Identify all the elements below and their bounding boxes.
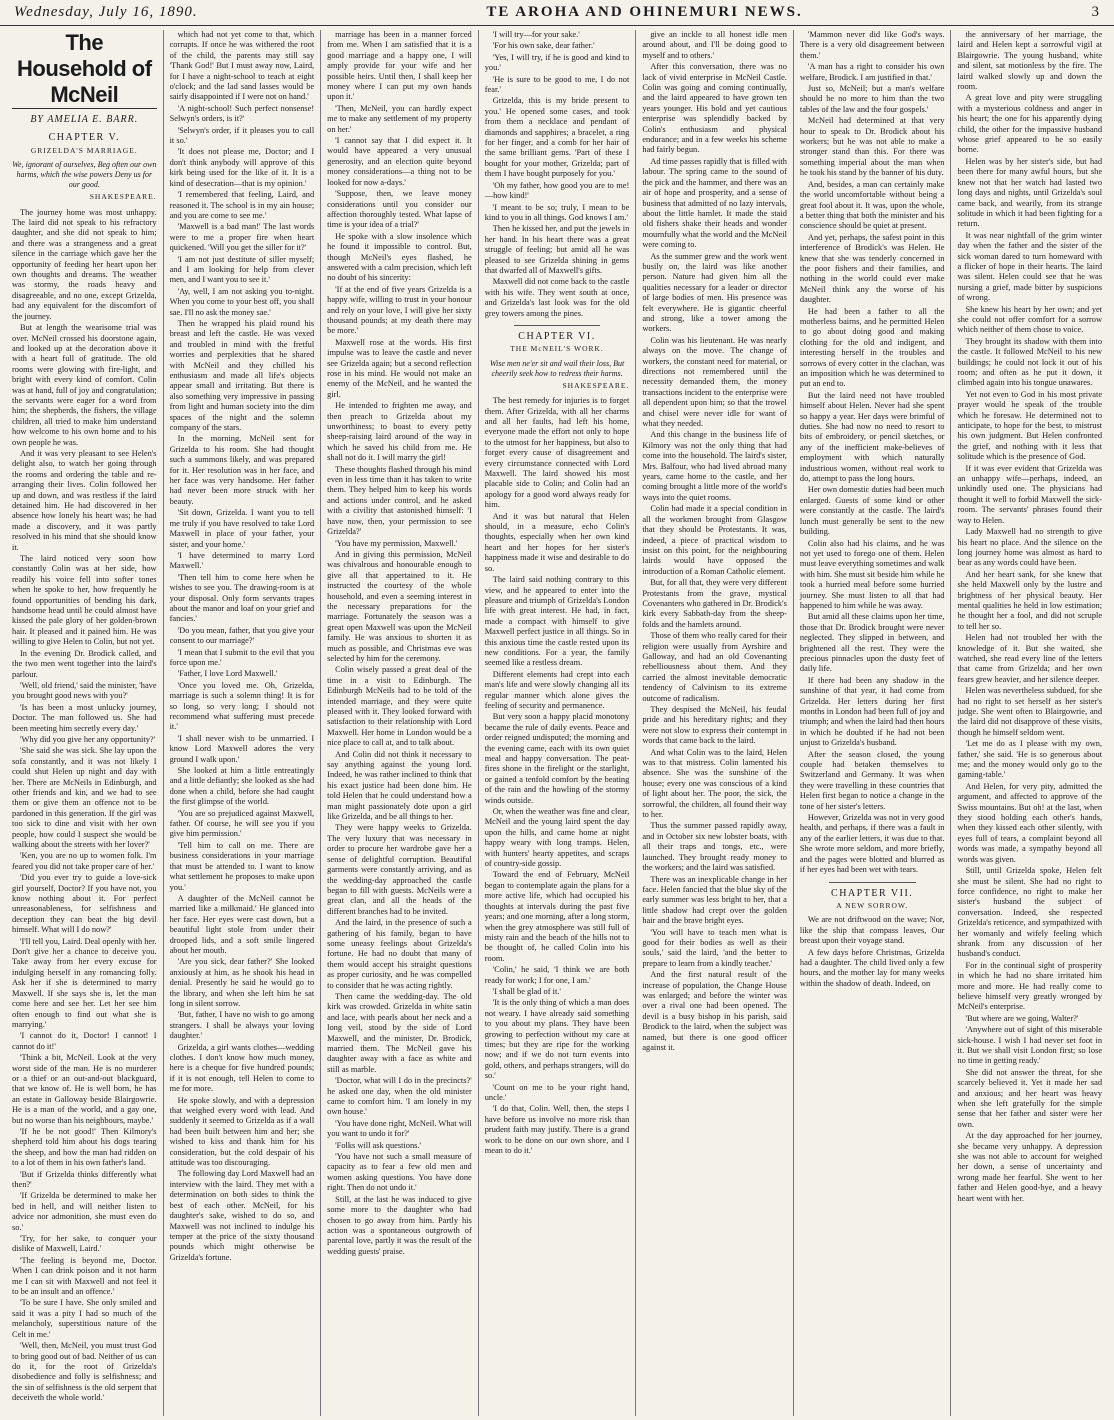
paragraph: 'But, father, I have no wish to go among strangers. I shall be always your loving daughter.' xyxy=(169,1010,315,1041)
paragraph: A few days before Christmas, Grizelda had a daughter. The child lived only a few hours, and the mother lay for many weeks within the shadow of death. Indeed, on xyxy=(799,947,945,988)
paragraph: A great love and pity were struggling with a mysterious coldness and anger in his heart; the one for his apparently dying child, the other for the impassive husband whose grief appeared to be so easily borne. xyxy=(957,93,1103,155)
paragraph: 'It is the only thing of which a man does not weary. I have already said something to you about my plans. They have been growing to perfection without my care at times; but they are ripe for the working now; and if we do not turn events into gold, others, and perhaps strangers, will do so.' xyxy=(484,998,630,1081)
paragraph: 'I cannot say that I did expect it. It would have appeared a very unusual generosity, and an election quite beyond money considerations—a thing not to be looked for now a-days.' xyxy=(327,136,472,187)
column-4 xyxy=(479,30,637,1416)
paragraph: the anniversary of her marriage, the laird and Helen kept a sorrowful vigil at Blairgowrie. The young husband, white and silent, sat motionless by the fire. The laird walked slowly up and down the room. xyxy=(957,30,1103,92)
paragraph: 'You have done right, McNeil. What will you want to undo it for?' xyxy=(327,1118,472,1139)
paragraph: But, for all that, they were very different Protestants from the grave, mystical Covenanters who gathered in Dr. Brodick's kirk every Sabbath-day from the sheep-folds and the hamlets around. xyxy=(642,578,787,629)
paragraph: Lady Maxwell had no strength to give his heart no place. And the silence on the long journey home was almost as hard to bear as any words could have been. xyxy=(957,527,1103,568)
paragraph: 'The feeling is beyond me, Doctor. When I can drink poison and it not harm me I can sit with Maxwell and not feel it to be an insult and an offence.' xyxy=(12,1255,157,1297)
paragraph: 'I shall never wish to be unmarried. I know Lord Maxwell adores the very ground I walk upon.' xyxy=(169,733,315,764)
paragraph: The laird said nothing contrary to this view, and he appeared to enter into the pleasure and triumph of Grizelda's London life with great interest. He had, in fact, made a compact with himself to give Maxwell perfect justice in all things. So in this anxious time the castle rested upon its new conditions. For a year, the family seemed like a restless dream. xyxy=(484,575,630,668)
paragraph: They despised the McNeil, his feudal pride and his hereditary rights; and they were not slow to express their contempt in words that came back to the laird. xyxy=(642,705,787,746)
newspaper-columns xyxy=(6,30,1108,1416)
paragraph: 'You have not such a small measure of capacity as to fear a few old men and women asking questions. You have done right. Then do not undo it.' xyxy=(327,1152,472,1193)
paragraph: 'He is sure to be good to me, I do not fear.' xyxy=(484,74,630,95)
paragraph: At the day approached for her journey, she became very unhappy. A depression she was not able to account for weighed her down, a sense of uncertainty and wrong made her fearful. She went to her father and Helen good-bye, and a heavy heart went with her. xyxy=(957,1131,1103,1203)
paragraph: We are not driftwood on the wave; Nor, like the ship that compass leaves, Our breast upon their voyage stand. xyxy=(799,915,945,946)
paragraph: 'Suppose, then, we leave money considerations until you consider our affection thoroughly tested. What lapse of time is your idea of a trial?' xyxy=(327,189,472,230)
paragraph: And the first natural result of the increase of population, the Change House was enlarged; and before the winter was over a rival one had been opened. The devil is a busy bishop in his parish, said Brodick to the laird, when the subject was named, but there is one good officer against it. xyxy=(642,970,787,1052)
paragraph: It was near nightfall of the grim winter day when the father and the sister of the sick woman dared to turn homeward with a flicker of hope in their hearts. The laird was silent. Helen could see that he was nursing a grief, made bitter by suspicions of wrong. xyxy=(957,230,1103,303)
paragraph: 'Father, I love Lord Maxwell.' xyxy=(177,669,278,679)
paragraph: 'You have my permission, Maxwell.' xyxy=(335,538,458,548)
paragraph: 'But if Grizelda thinks differently what then?' xyxy=(12,1169,157,1189)
paragraph: Her own domestic duties had been much enlarged. Guests of some kind or other were constantly at the castle. The laird's lunch must generally be sent to the new building. xyxy=(799,485,945,537)
paragraph: 'Selwyn's order, if it pleases you to call it so.' xyxy=(169,125,315,146)
chapter-heading: CHAPTER VII. xyxy=(831,887,914,899)
paragraph: And this change in the business life of Kilmory was not the only thing that had come into the household. The laird's sister, Mrs. Balfour, who had lived abroad many years, came home to the castle, and her coming brought a little more of the world's ways into the quiet rooms. xyxy=(642,430,787,502)
paragraph: 'If Grizelda be determined to make her bed in hell, and will neither listen to advice nor admonition, she must even do so.' xyxy=(12,1191,157,1232)
paragraph: Helen was by her sister's side, but had been there for many awful hours, but she knew not that her watch had lasted two long days and nights, until Grizelda's soul came back, and wearily, from its strange solitude in which it had been fighting for a return. xyxy=(957,156,1103,229)
chapter-heading: CHAPTER VI. xyxy=(518,330,596,342)
paragraph: She did not answer the threat, for she scarcely believed it. Yet it made her sad and anxious; and her heart was heavy when she left gratefully for the simple sense that her father and sister were her own. xyxy=(957,1067,1103,1129)
paragraph: 'Do you mean, father, that you give your consent to our marriage?' xyxy=(169,625,315,646)
paragraph: Colin wisely passed a great deal of the time in a visit to Edinburgh. The Edinburgh McNeils had to be told of the intended marriage, and they were quite pleased with it. They looked forward with satisfaction to their relationship with Lord Maxwell. Her home in London would be a nice place to call at, and to talk about. xyxy=(327,665,472,748)
paragraph: 'I meant to be so; truly, I mean to be kind to you in all things. God knows I am.' xyxy=(484,202,630,222)
paragraph: 'Why did you give her any opportunity?' xyxy=(20,734,156,744)
paragraph: 'I am not just destitute of siller myself; and I am looking for help from clever men, and I want you to see it.' xyxy=(169,254,315,285)
paragraph: After this conversation, there was no lack of vivid enterprise in McNeil Castle. Colin was going and coming continually, and the laird appeared to have grown ten years younger. His bold and yet cautious enterprise was splendidly backed by Colin's enthusiasm and physical endurance; and in a few weeks his scheme had fairly begun. xyxy=(642,62,787,155)
paragraph: 'Are you sick, dear father?' She looked anxiously at him, as he shook his head in denial. Presently he said he would go to the library, and when she left him he sat long in silent sorrow. xyxy=(169,957,315,1008)
paragraph: And what Colin was to the laird, Helen was to that mistress. Colin lamented his absence. She was the sunshine of the house; every one was conscious of a kind of light about her. The poor, the sick, the sorrowful, the children, all found their way to her. xyxy=(642,747,787,820)
paragraph: And the laird, in the presence of such a gathering of his family, began to have some uneasy feelings about Grizelda's fortune. He had no doubt that many of them would accept his straight questions as proper curiosity, and he was compelled to consider that he was acting rightly. xyxy=(327,918,472,990)
paragraph: She knew his heart by her own; and yet she could not offer comfort for a sorrow which neither of them chose to voice. xyxy=(957,304,1103,335)
paragraph: But very soon a happy placid monotony became the rule of daily events. Peace and order reigned undisputed; the morning and the evening came, each with its own quiet meal and happy conversation. The peat-fires shone in the firelight or the starlight, or gained a tenfold comfort by the beating of the rain and the howling of the stormy winds outside. xyxy=(484,712,630,805)
chapter-divider xyxy=(514,325,601,326)
paragraph: The following day Lord Maxwell had an interview with the laird. They met with a determination on both sides to think the best of each other. McNeil, for his daughter's sake, wished to do so, and Maxwell was not inclined to indulge his temper at the price of the sixty thousand pounds which might otherwise be Grizelda's fortune. xyxy=(169,1169,315,1262)
paragraph: 'Let me do as I please with my own, father,' she said. 'He is so generous about me; and the money would only go to the gaming-table.' xyxy=(957,739,1103,780)
paragraph: 'If he be not good!' Then Kilmory's shepherd told him about his dogs tearing the sheep, and how the man had ridden on to a lot of them in his own father's land. xyxy=(12,1126,157,1168)
paragraph: If it was ever evident that Grizelda was an unhappy wife—perhaps, indeed, an unkindly used one. The physicians had thought it well to forbid Maxwell the sick-room. The servants' phrases found their way to Helen. xyxy=(957,463,1103,525)
paragraph: 'I mean that I submit to the evil that you force upon me.' xyxy=(169,647,315,667)
paragraph: Helen had not troubled her with the knowledge of it. But she waited, she watched, she read every line of the letters that came from Grizelda; and her own fears grew heavier, and her silence deeper. xyxy=(957,633,1103,684)
paragraph: 'I have determined to marry Lord Maxwell.' xyxy=(169,550,315,571)
paragraph: In the evening Dr. Brodick called, and the two men went together into the laird's parlour. xyxy=(12,648,157,679)
paragraph: There was an inexplicable change in her face. Helen fancied that the blue sky of the early summer was less bright to her, that a little shadow had crept over the golden hair and the brave bright eyes. xyxy=(642,874,787,926)
paragraph: Different elements had crept into each man's life and were slowly changing all its regular manner which alone gives the feeling of security and permanence. xyxy=(484,669,630,710)
paragraph: 'I shall be glad of it.' xyxy=(492,986,561,996)
paragraph: The laird noticed very soon how constantly Colin was at her side, how readily his voice fell into softer tones when he spoke to her, how frequently he found opportunities of bending his dark, handsome head until he could almost have kissed the pale glory of her golden-brown hair. It pleased and it pained him. He was willing to give Helen to Colin, but not yet. xyxy=(12,554,157,647)
paragraph: Still, until Grizelda spoke, Helen felt she must be silent. She had no right to force confidence, no right to make her sister's husband the subject of conversation. Indeed, she respected Grizelda's reticence, and sympathized with her womanly and wifely feeling which shrank from any discussion of her husband's conduct. xyxy=(957,866,1103,959)
paragraph: Grizelda, this is my bride present to you.' He opened some cases, and took from them a necklace and pendant of diamonds and sapphires; a bracelet, a ring for her finger, and a comb for her hair of the same brilliant gems. 'Part of these I bought for your mother, Grizelda; part of them I have bought purposely for you.' xyxy=(484,96,630,179)
column-body xyxy=(327,30,472,1257)
paragraph: 'Folks will ask questions.' xyxy=(335,1140,421,1150)
column-1 xyxy=(6,30,164,1416)
column-body xyxy=(642,30,787,1053)
paragraph: 'I cannot do it, Doctor! I cannot! I cannot do it!' xyxy=(12,1031,157,1051)
chapter-epigraph: We, ignorant of ourselves, Beg often our own harms, which the wise powers Deny us for our good. xyxy=(12,160,157,190)
paragraph: He spoke slowly, and with a depression that weighed every word with lead. And suddenly it seemed to Grizelda as if a wall had been built between him and her; she wished to kiss and thank him for his consideration, but the cold despair of his attitude was too discouraging. xyxy=(169,1095,315,1168)
paragraph: And in giving this permission, McNeil was chivalrous and honourable enough to give all that appertained to it. He instructed the courtesy of the whole household, and even a seeming interest in the necessary preparations for the marriage. Fortunately the season was a great open Maxwell was upon the McNeil family. He was anxious to shorten it as much as possible, and Christmas eve was selected by him for the ceremony. xyxy=(327,549,472,663)
paragraph: They brought its shadow with them into the castle. It followed McNeil to his new buildings; he could not lock it out of his room; and often as he put it down, it climbed again into his tongue unawares. xyxy=(957,336,1103,388)
paragraph: 'Sit down, Grizelda. I want you to tell me truly if you have resolved to take Lord Maxwell in place of your father, your sister, and your home.' xyxy=(169,508,315,549)
story-title: The Household of McNeil xyxy=(12,30,157,109)
paragraph: If there had been any shadow in the sunshine of that year, it had come from Grizelda. Her letters during her first months in London had been full of joy and triumph; and when the laird had then hours in which he doubted if he had not been unjust to Grizelda's husband. xyxy=(799,675,945,748)
column-7 xyxy=(951,30,1108,1416)
paragraph: But the laird need not have troubled himself about Helen. Never had she spent so happy a year. Her days were brimful of duties. She had now no need to resort to bits of embroidery, or pencil sketches, or any of the inefficient make-believes of employment with which naturally industrious women, without real work to do, attempt to pass the long hours. xyxy=(799,390,945,484)
paragraph: After the season closed, the young couple had betaken themselves to Switzerland and Germany. It was when they were travelling in these countries that Helen first began to notice a change in the tone of her sister's letters. xyxy=(799,749,945,811)
paragraph: Colin had made it a special condition in all the workmen brought from Glasgow that they should be Protestants. It was, indeed, a piece of practical wisdom to insist on this point, for the neighbouring lairds would have opposed the introduction of a Roman Catholic element. xyxy=(642,504,787,576)
paragraph: Still, at the last he was induced to give some more to the daughter who had chosen to go away from him. Partly his action was a spontaneous outgrowth of parental love, partly it was the result of the wedding guests' praise. xyxy=(327,1194,472,1256)
paragraph: But at length the wearisome trial was over. McNeil crossed his doorstone again, and looked up at the decoration above it with a heart full of gratitude. The old rooms were glowing with fire-light, and bright with every kind of comfort. Colin was at hand, full of joy and congratulation; the servants were eager for a word from him; the shepherds, the fishers, the village children, all tried to make him understand how welcome to his own home and to his own people he was. xyxy=(12,323,157,447)
paragraph: They were happy weeks to Grizelda. The very luxury that was necessary in order to procure her wardrobe gave her a sense of delightful corruption. Beautiful garments were constantly arriving, and as the wedding-day approached the castle began to fill with guests. McNeils were a great clan, and all the heads of the different branches had to be invited. xyxy=(327,823,472,916)
paragraph: Maxwell did not come back to the castle with his wife. They went south at once, and Grizelda's last look was for the old grey towers among the pines. xyxy=(484,277,630,318)
paragraph: give an inckle to all honest idle men around about, and I'll be doing good to myself and to others.' xyxy=(642,30,787,60)
paragraph: 'She said she was sick. She lay upon the sofa constantly, and it was not likely I could shut Helen up night and day with her. There are McNeils in Edinburgh, and other friends and kin, and we had to see them or give them an offence not to be pardoned in this generation. If the girl was too sick to dine and visit with her own people, how could I suspect she would be walking about the streets with her lover?' xyxy=(12,746,157,849)
paragraph: And yet, perhaps, the safest point in this interference of Brodick's was Helen. He knew that she was tenderly concerned in the poor fishers and their families, and nothing in the world could ever make McNeil think any the worse of his daughter. xyxy=(799,232,945,305)
column-body xyxy=(12,208,157,1404)
page-number: 3 xyxy=(1091,4,1100,20)
paragraph: Those of them who really cared for their religion were usually from Ayrshire and Galloway, and had an old Covenanting rebelliousness about them. And they carried the almost inevitable democratic tendency of Calvinism to its extreme outcome of radicalism. xyxy=(642,631,787,703)
paragraph: Maxwell rose at the words. His first impulse was to leave the castle and never see Grizelda again; but a second reflection rose in his mind. He would not make an enemy of the McNeil, and he wanted the girl. xyxy=(327,337,472,399)
paragraph: Toward the end of February, McNeil began to contemplate again the plans for a more active life, which had occupied his thoughts at intervals during the past five years; and one morning, after a long storm, when the grey atmosphere was still full of misty rain and the beach of the hills not to be thought of, he called Colin into his room. xyxy=(484,870,630,963)
paragraph: And it was but natural that Helen should, in a measure, echo Colin's thoughts, especially when her own kind heart and her hopes for her sister's happiness made it wise and desirable to do so. xyxy=(484,511,630,573)
paragraph: He intended to frighten me away, and then preach to Grizelda about my unworthiness; to boast to every petty sheep-raising laird around of the way in which he saved his child from me. He shall not do it. I will marry the girl! xyxy=(327,401,472,463)
paragraph: 'I remembered that feeling, Laird, and reasoned it. The school is in my ain house; and you are come to see me.' xyxy=(169,190,315,220)
paragraph: 'Well, then, McNeil, you must trust God to bring good out of bad. Neither of us can do it, for the root of Grizelda's disobedience and folly is selfishness; and the sin of selfishness is the old serpent that deceiveth the whole world.' xyxy=(12,1341,157,1403)
paragraph: marriage has been in a manner forced from me. When I am satisfied that it is a good marriage and a happy one, I will amply provide for your wife and her possible heirs. Until then, I shall keep her money where I can put my own hands upon it.' xyxy=(327,30,472,102)
paragraph: 'Maxwell is a bad man!' The last words were to me a proper fire when heart quickened. 'Will you get the siller for it?' xyxy=(169,222,315,253)
paragraph: A daughter of the McNeil cannot be married like a milkmaid.' He glanced into her face. Her eyes were cast down, but a beautiful light stole from under their drooped lids, and a soft smile lingered about her mouth. xyxy=(169,893,315,955)
epigraph-attribution: SHAKESPEARE. xyxy=(89,192,157,202)
paragraph: 'Anywhere out of sight of this miserable sick-house. I wish I had never set foot in it. But we shall visit London first; so lose no time in getting ready.' xyxy=(957,1025,1103,1066)
paragraph: The best remedy for injuries is to forget them. After Grizelda, with all her charms and all her faults, had left his home, everyone made the effort not only to hope to the utmost for her happiness, but also to forget every cause of disagreement and every circumstance connected with Lord Maxwell. The laird showed his most placable side to Colin; and Colin had an apology for a good word always ready for him. xyxy=(484,396,630,510)
paragraph: Yet not even to God in his most private prayer would he speak of the trouble which he foresaw. He determined not to anticipate, to hope for the best, to mistrust his own judgment. But Helen confronted the grief, and nothing with it less that solitude which is the presence of God. xyxy=(957,389,1103,462)
column-6 xyxy=(794,30,952,1416)
paragraph: 'For his own sake, dear father.' xyxy=(492,41,595,51)
paragraph: 'Ken, you are no up to women folk. I'm feared you did not take proper care of her.' xyxy=(12,851,157,871)
chapter-epigraph: Wise men ne'er sit and wail their loss, But cheerily seek how to redress their harms. xyxy=(489,358,625,378)
paragraph: 'Did you ever try to guide a love-sick girl yourself, Doctor? If you have not, you know nothing about it. For perfect unreasonableness, for selfishness and deception they can beat the big devil himself. What will I do now?' xyxy=(12,873,157,935)
paragraph: Or, when the weather was fine and clear, McNeil and the young laird spent the day upon the hills, and came home at night happy weary with long tramps. Helen, with hunters' hearty appetites, and scraps of country-side gossip. xyxy=(484,807,630,869)
paragraph: 'Ay, well, I am not asking you to-night. When you come to your best off, you shall sae. I'll no ask the money sae.' xyxy=(169,286,315,317)
paragraph: And it was very pleasant to see Helen's delight also, to watch her going through the rooms and ordering the table and re-arranging their lives. Colin followed her up and down, and was restless if the laird detained him. He had discovered in her absence how lonely his heart was; he had made a discovery, and it was partly resolved in his mind that she should know it. xyxy=(12,448,157,552)
paragraph: Then he wrapped his plaid round his breast and left the castle. He was vexed and troubled in mind with the fretful worries and perplexities that he shared with McNeil and they chilled his enthusiasm and made all life's objects appear small and irritating. But there is also something very impressive in passing from light and human society into the dim spaces of the night and the solemn company of the stars. xyxy=(169,318,315,433)
paragraph: 'You will have to teach men what is good for their bodies as well as their souls,' said the laird, 'and the better to prepare to learn from a kindly teacher.' xyxy=(642,927,787,968)
paragraph: 'I do that, Colin. Well, then, the steps I have before us involve no more risk than prudent faith may justify. There is a grand work to be done on our own shore, and I mean to do it.' xyxy=(484,1104,630,1156)
paragraph: She looked at him a little entreatingly and a little defiantly; she looked as she had done when a child, before she had caught the first glimpse of the world. xyxy=(169,766,315,807)
paragraph: These thoughts flashed through his mind even in less time than it has taken to write them. They helped him to keep his words and actions under control, and he asked with a civility that astonished himself: 'I have now, then, your permission to see Grizelda?' xyxy=(327,464,472,537)
paragraph: 'I'll tell you, Laird. Deal openly with her. Don't give her a chance to deceive you. Take away from her every excuse for indulging herself in any romancing folly. Ask her if she is determined to marry Maxwell. If she says she is, let the man come here and see her. Let her see him often enough to find out what she is marrying.' xyxy=(12,936,157,1029)
paragraph: 'Yes, I will try, if he is good and kind to you.' xyxy=(484,52,630,73)
paragraph: He spoke with a slow insolence which he found it impossible to control. But, though McNeil's eyes flashed, he answered with a calm precision, which left no doubt of his sincerity: xyxy=(327,231,472,283)
paragraph: And her heart sank, for she knew that she held Maxwell only by the lustre and brightness of her physical beauty. Her mental qualities he held in low estimation; he thought her a fool, and did not scruple to tell her so. xyxy=(957,569,1103,631)
paragraph: 'Tell him to call on me. There are business considerations in your marriage that must be attended to. I want to know what settlement he proposes to make upon you.' xyxy=(169,840,315,892)
column-body xyxy=(485,30,630,1156)
newspaper-name: TE AROHA AND OHINEMURI NEWS. xyxy=(486,4,803,20)
epigraph-attribution: SHAKESPEARE. xyxy=(562,380,630,390)
paragraph: McNeil had determined at that very hour to speak to Dr. Brodick about his workers; but he was not able to make a stronger stand than this. For there was something imperial about the man when he took his stand by the banner of his duty. xyxy=(799,116,945,178)
paragraph: 'A man has a right to consider his own welfare, Brodick. I am justified in that.' xyxy=(799,62,945,82)
paragraph: 'I will try—for your sake.' xyxy=(492,30,580,39)
paragraph: And Colin did not think it necessary to say anything against the young lord. Indeed, he was rather inclined to think that his exact justice had been done him. He told Helen that he could understand how a man might passionately dote upon a girl like Grizelda, and be all things to her. xyxy=(327,749,472,822)
paragraph: 'Colin,' he said, 'I think we are both ready for work; I for one, I am.' xyxy=(484,965,630,985)
paragraph: 'Oh my father, how good you are to me!—how kind!' xyxy=(484,180,630,201)
paragraph: 'Count on me to be your right hand, uncle.' xyxy=(484,1082,630,1102)
paragraph: 'You are so prejudiced against Maxwell, father. Of course, he will see you if you give him permission.' xyxy=(169,808,315,839)
story-byline: BY AMELIA E. BARR. xyxy=(30,114,139,125)
column-body xyxy=(170,30,315,1263)
paragraph: 'Doctor, what will I do in the precincts?' he asked one day, when the old minister came to comfort him. 'I am lonely in my own house.' xyxy=(327,1076,472,1117)
paragraph: 'Once you loved me. Oh, Grizelda, marriage is such a solemn thing! It is for so long, so very long; I should not recommend what suffering must precede it.' xyxy=(169,680,315,732)
paragraph: Thus the summer passed rapidly away, and in October six new lobster boats, with all their traps and tongs, etc., were launched. They brought ready money to the workers; and the laird was satisfied. xyxy=(642,821,787,873)
paragraph: Then he kissed her, and put the jewels in her hand. In his heart there was a great struggle of feeling; but amid all he was pleased to see Grizelda shining in gems that dwarfed all of Maxwell's gifts. xyxy=(484,224,630,275)
column-2 xyxy=(164,30,322,1416)
paragraph: In the morning, McNeil sent for Grizelda to his room. She had thought such a summons likely, and was prepared for it. Her resolution was in her face, and her face was very handsome. Her father had never been more struck with her beauty. xyxy=(169,434,315,506)
chapter-subtitle: THE McNEIL'S WORK. xyxy=(510,344,604,354)
chapter-divider xyxy=(829,882,916,883)
column-body xyxy=(957,30,1102,1204)
paragraph: Helen was nevertheless subdued, for she had no right to set herself as her sister's judge. She went often to Blairgowrie, and the laird did not disapprove of these visits, though he himself seldom went. xyxy=(957,686,1103,737)
paragraph: Colin was his lieutenant. He was nearly always on the move. The change of workers, the constant need for material, or directions not remembered until the necessity demanded them, the money transactions incident to the enterprise were all dependent upon him; so that the trowel and chisel were never idle for want of what they needed. xyxy=(642,335,787,429)
paragraph: 'Well, old friend,' said the minister, 'have you brought good news with you?' xyxy=(12,680,157,701)
paragraph: Just so, McNeil; but a man's welfare should be no more to him than the two tables of the law and the four gospels.' xyxy=(799,84,945,114)
chapter-subtitle: A NEW SORROW. xyxy=(836,900,909,910)
masthead xyxy=(0,0,1114,26)
issue-date: Wednesday, July 16, 1890. xyxy=(14,4,198,20)
paragraph: 'Then, McNeil, you can hardly expect me to make any settlement of my property on her.' xyxy=(327,103,472,134)
paragraph: 'If at the end of five years Grizelda is a happy wife, willing to trust in your honour and rely on your love, I will give her sixty thousand pounds; at my death there may be more.' xyxy=(327,284,472,336)
chapter-subtitle: GRIZELDA'S MARRIAGE. xyxy=(30,145,138,155)
column-5 xyxy=(636,30,794,1416)
column-body xyxy=(800,30,945,989)
paragraph: As the summer grew and the work went busily on, the laird was like another person. Nature had given him all the qualities necessary for a leader or director of large bodies of men. His presence was felt everywhere. He is gigantic cheerful and strong, like a tower among the workers. xyxy=(642,251,787,334)
paragraph: 'It does not please me, Doctor; and I don't think anybody will approve of this kirk being used for the like of it. It is a kind of desecration—that is my opinion.' xyxy=(169,147,315,188)
paragraph: For in the continual sight of prosperity in which he had no share irritated him more and more. He had really come to believe himself very greatly wronged by McNeil's enterprise. xyxy=(957,960,1103,1012)
paragraph: But amid all these claims upon her time, those that Dr. Brodick brought were never neglected. They slipped in between, and brightened all the rest. They were the precious pinnacles upon the dusty feet of daily life. xyxy=(799,612,945,674)
paragraph: Then came the wedding-day. The old kirk was crowded. Grizelda in white satin and lace, with pearls about her neck and a long veil, stood by the side of Lord Maxwell, and the minister, Dr. Brodick, married them. The McNeil gave his daughter away with a face as white and still as marble. xyxy=(327,991,472,1074)
paragraph: 'A night-school! Such perfect nonsense! Selwyn's orders, is it?' xyxy=(169,103,315,124)
paragraph: Ad time passes rapidly that is filled with labour. The spring came to the sound of the pick and the hammer, and there was an air of hope and prosperity, and a sense of business that admitted of no lazy intervals, about the little hamlet. It made the staid old fishers shake their heads and wonder mournfully what the world and the McNeil were coming to. xyxy=(642,156,787,250)
paragraph: which had not yet come to that, which corrupts. If once he was withered the root of the child, the parents may still say 'Thank God!' But I must away now, Laird, for I have a night-school to teach at eight o'clock; and the lad sand lasses would be sairly disappointed if I were not on hand.' xyxy=(169,30,315,102)
paragraph: 'Try, for her sake, to conquer your dislike of Maxwell, Laird.' xyxy=(12,1234,157,1254)
paragraph: 'Is has been a most unlucky journey, Doctor. The man followed us. She had been meeting him secretly every day.' xyxy=(12,702,157,733)
paragraph: And Helen, for very pity, admitted the argument, and affected to approve of the Swiss mountains. But oh! at the last, when they stood holding each other's hands, when they kissed each other silently, with eyes full of tears, a complaint beyond all words was made, a sympathy beyond all words was given. xyxy=(957,781,1103,864)
paragraph: The journey home was most unhappy. The laird did not speak to his refractory daughter, and she did not speak to him; and there was a strangeness and a great silence in the carriage which gave her the opportunity of feeding her heart upon her own thoughts and dreams. The weather was stormy, the roads heavy and disagreeable, and no one, except Grizelda, had any equivalent for the discomfort of the journey. xyxy=(12,207,157,321)
paragraph: However, Grizelda was not in very good health, and perhaps, if there was a fault in any of the earlier letters, it was due to that. She wrote more seldom, and more briefly, and the pages were blotted and blurred as if her eyes had been wet with tears. xyxy=(799,813,945,875)
paragraph: 'Mammon never did like God's ways. There is a very old disagreement between them.' xyxy=(799,30,945,60)
paragraph: 'Then tell him to come here when he wishes to see you. The drawing-room is at your disposal. Only form servants trapes about the manor and loaf on your grief and fancies.' xyxy=(169,572,315,624)
paragraph: He had been a father to all the motherless bairns, and he permitted Helen to go about doing good and making clothing for the old and indigent, and interesting herself in the troubles and sorrows of every cotter in the clachan, was an imposition which he was determined to put an end to. xyxy=(799,306,945,389)
paragraph: And, besides, a man can certainly make the world uncomfortable without being a great fool about it. It was, upon the whole, a better thing that both the minister and his conscience should be quiet at present. xyxy=(799,179,945,231)
paragraph: 'To be sure I have. She only smiled and said it was a pity I had so much of the melancholy, superstitious nature of the Celt in me.' xyxy=(12,1298,157,1339)
chapter-heading: CHAPTER V. xyxy=(48,132,120,144)
paragraph: Grizelda, a girl wants clothes—wedding clothes. I don't know how much money, here is a cheque for five hundred pounds; if it is not enough, tell Helen to come to me for more. xyxy=(169,1042,315,1094)
paragraph: Colin also had his claims, and he was not yet used to forego one of them. Helen must leave everything sometimes and walk with him. She must sit beside him while he took a hurried meal before some hurried journey. She must listen to all that had happened to him while he was away. xyxy=(799,538,945,610)
paragraph: 'But where are we going, Walter?' xyxy=(965,1013,1079,1023)
column-3 xyxy=(321,30,479,1416)
paragraph: 'Think a bit, McNeil. Look at the very worst side of the man. He is no murderer or a thief or an out-and-out blackguard, that we know of. He is well born, he has an estate in Galloway beside Blairgowrie. He is a man of the world, and a gay one, but no worse than his neighbours, maybe.' xyxy=(12,1053,157,1125)
